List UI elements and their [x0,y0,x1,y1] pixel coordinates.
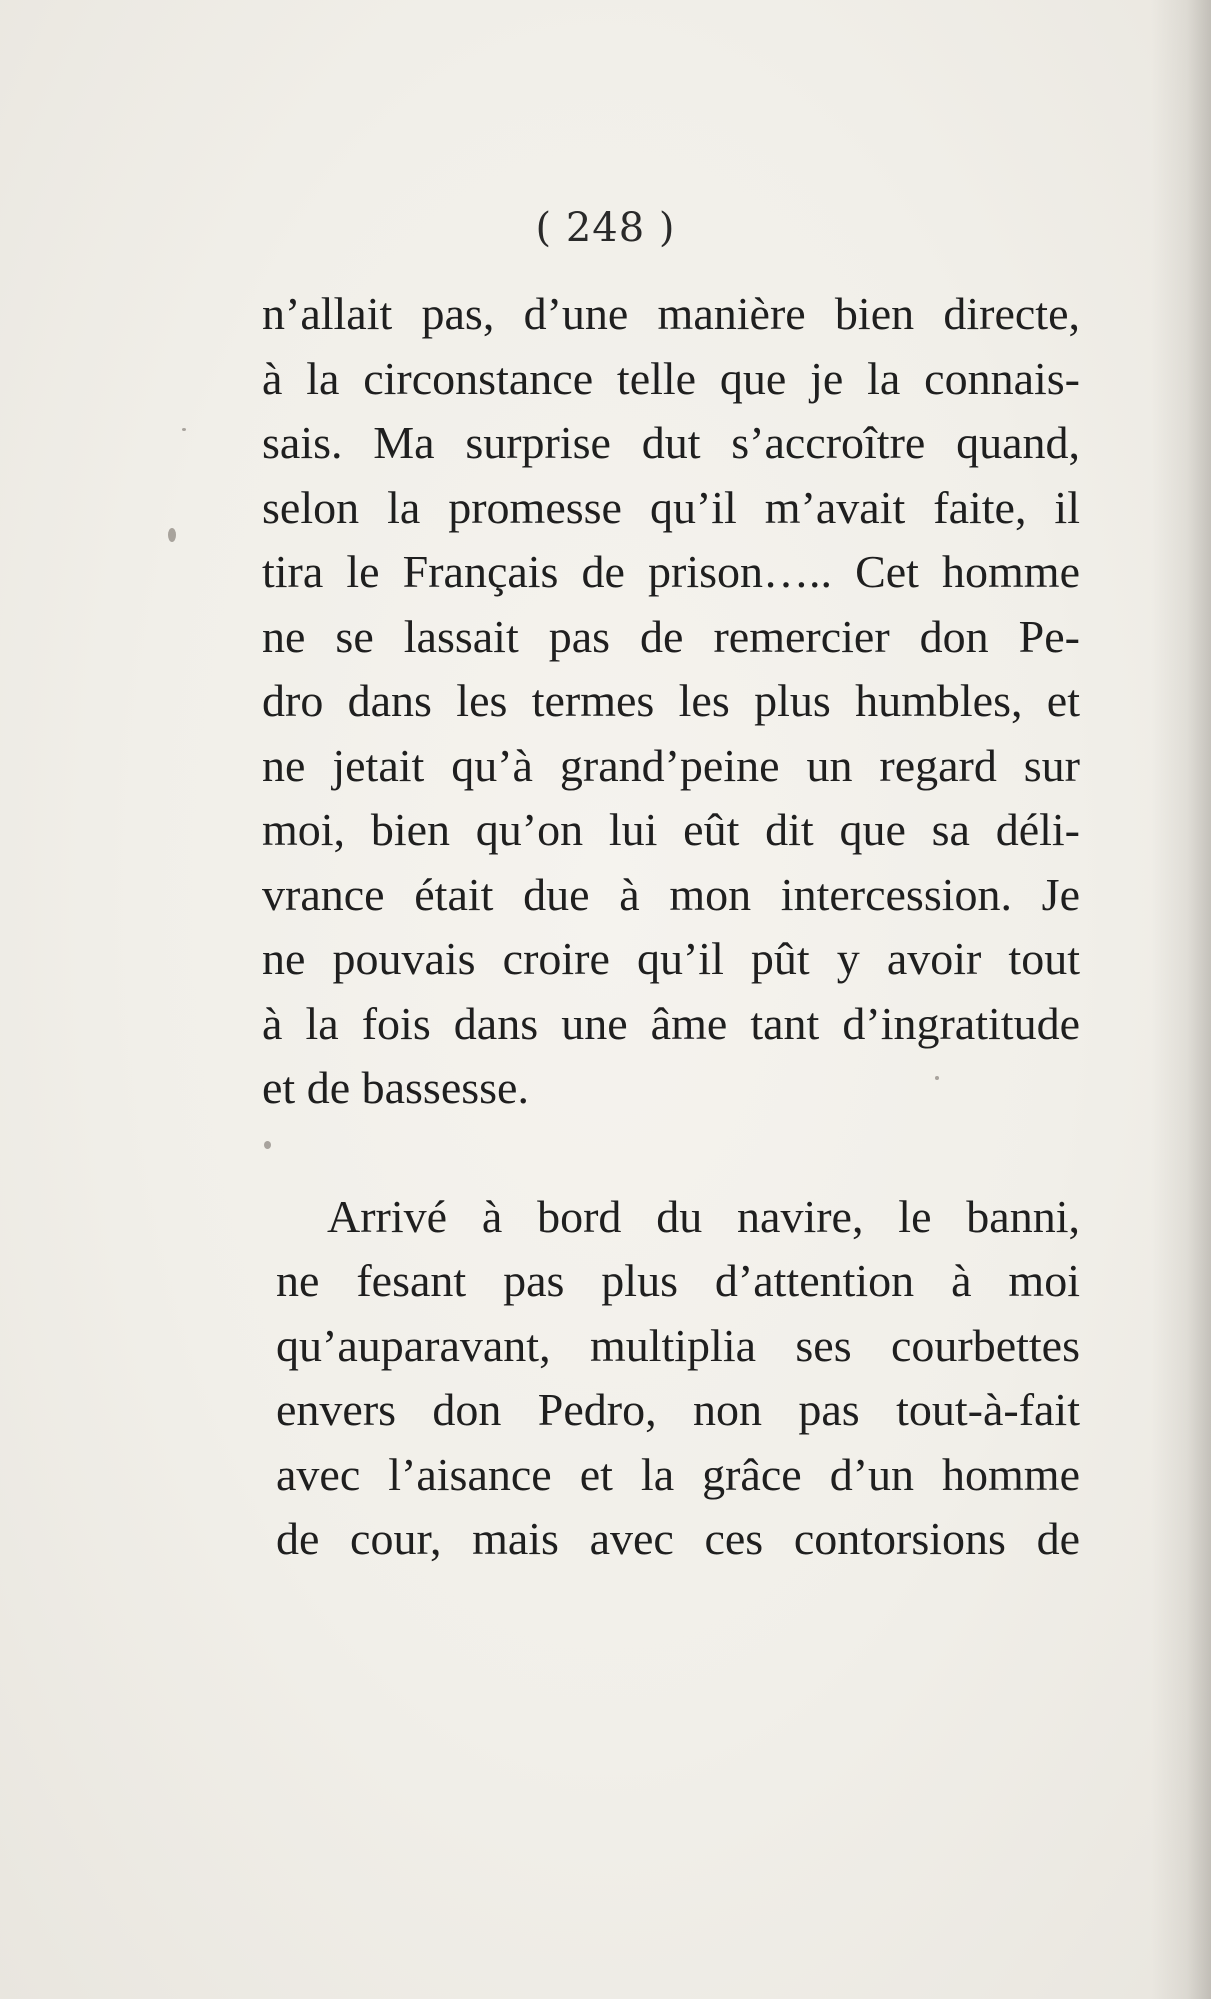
text-line: ne pouvais croire qu’il pût y avoir tout [262,933,1080,984]
text-line: et de bassesse. [262,1062,529,1113]
text-line: n’allait pas, d’une manière bien directe, [262,288,1080,339]
paragraph [262,282,1080,1121]
paper-speck [182,428,186,431]
body-text [262,282,1080,1572]
text-line: tira le Français de prison….. Cet homme [262,546,1080,597]
text-line: ne fesant pas plus d’attention à moi [276,1255,1080,1306]
paper-speck [168,528,176,542]
page-number: ( 248 ) [535,205,676,251]
text-line: ne se lassait pas de remercier don Pe- [262,610,1080,662]
text-line: à la circonstance telle que je la connais- [262,352,1080,404]
page-edge-shadow [1151,0,1211,1999]
text-line: vrance était due à mon intercession. Je [262,868,1080,920]
paragraph-spacer [262,1121,1080,1185]
text-line: sais. Ma surprise dut s’accroître quand, [262,417,1080,468]
text-line: moi, bien qu’on lui eût dit que sa déli- [262,804,1080,855]
paragraph [262,1185,1080,1572]
text-line: Arrivé à bord du navire, le banni, [327,1190,1080,1242]
text-line: avec l’aisance et la grâce d’un homme [276,1448,1080,1500]
text-line: qu’auparavant, multiplia ses courbettes [276,1319,1080,1371]
text-line: ne jetait qu’à grand’peine un regard sur [262,739,1080,791]
text-line: dro dans les termes les plus humbles, et [262,675,1080,726]
text-line: de cour, mais avec ces contorsions de [276,1513,1080,1564]
text-line: envers don Pedro, non pas tout-à-fait [276,1384,1080,1435]
text-line: à la fois dans une âme tant d’ingratitude [262,997,1080,1049]
text-line: selon la promesse qu’il m’avait faite, il [262,481,1080,533]
